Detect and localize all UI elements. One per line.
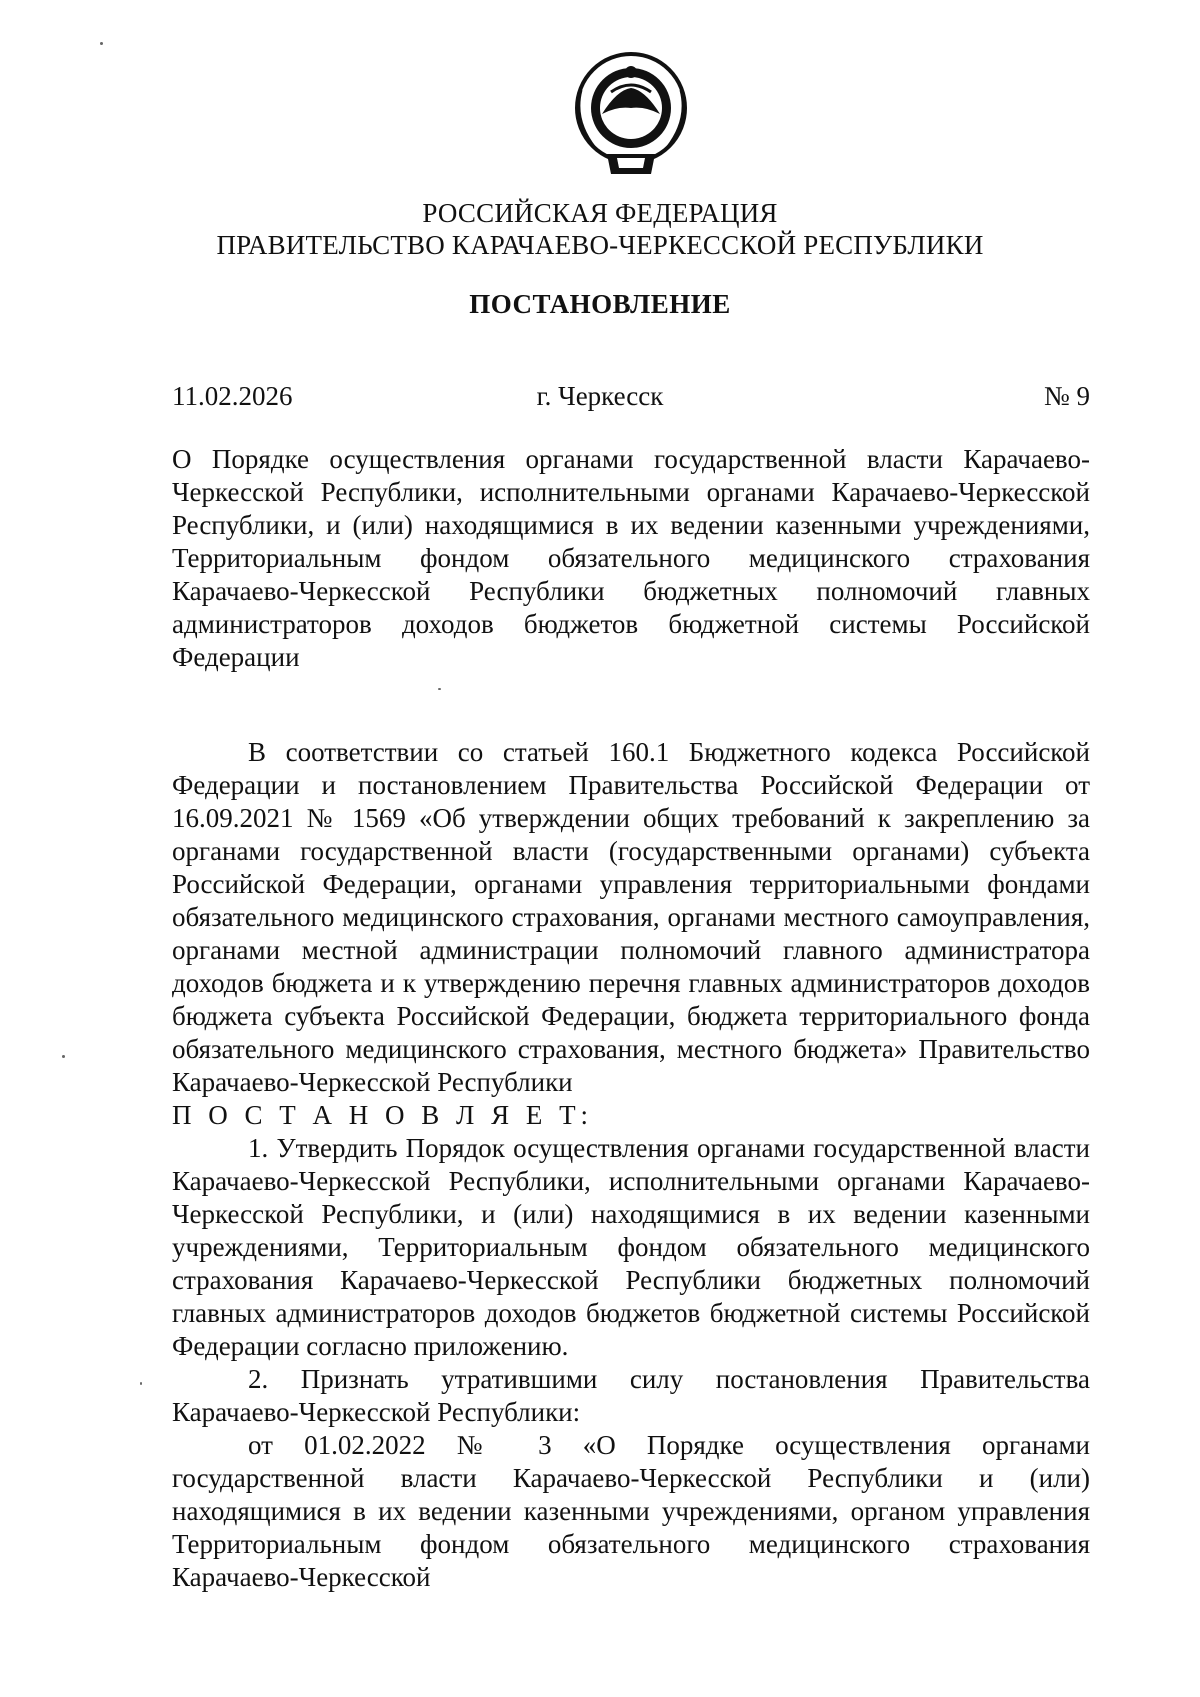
scan-speck xyxy=(438,688,441,690)
scan-speck xyxy=(140,1382,142,1385)
item-1-paragraph: 1. Утвердить Порядок осуществления органами государственной власти Карачаево-Черкесской Республики, исполнительными органами Карачаево-Черкесской Республики, и (или) находящимися в их ведении казенными учреждениями, Территориальным фондом обязательного медицинского страхования Карачаево-Черкесской Республики бюджетных полномочий главных администраторов доходов бюджетов бюджетной системы Российской Федерации согласно приложению. xyxy=(172,1133,1090,1361)
country-header: РОССИЙСКАЯ ФЕДЕРАЦИЯ xyxy=(422,198,778,228)
preamble-paragraph: В соответствии со статьей 160.1 Бюджетного кодекса Российской Федерации и постановлением Правительства Российской Федерации от 16.09.2021 № 1569 «Об утверждении общих требований к закреплению за органами государственной власти (государственными органами) субъекта Российской Федерации, органами управления территориальными фондами обязательного медицинского страхования, органами местного самоуправления, органами местной администрации полномочий главного администратора доходов бюджета и к утверждению перечня главных администраторов доходов бюджета субъекта Российской Федерации, бюджета территориального фонда обязательного медицинского страхования, местного бюджета» Правительство Карачаево-Черкесской Республики xyxy=(172,737,1090,1097)
item-2-subparagraph: от 01.02.2022 № 3 «О Порядке осуществления органами государственной власти Карачаево-Черкесской Республики и (или) находящимися в их ведении казенными учреждениями, органом управления Территориальным фондом обязательного медицинского страхования Карачаево-Черкесской xyxy=(172,1430,1090,1592)
item-2-paragraph: 2. Признать утратившими силу постановления Правительства Карачаево-Черкесской Республики: xyxy=(172,1364,1090,1427)
subject-text: О Порядке осуществления органами государственной власти Карачаево-Черкесской Республики, исполнительными органами Карачаево-Черкесской Республики, и (или) находящимися в их ведении казенными учреждениями, Территориальным фондом обязательного медицинского страхования Карачаево-Черкесской Республики бюджетных полномочий главных администраторов доходов бюджетов бюджетной системы Российской Федерации xyxy=(172,444,1090,672)
document-subject xyxy=(172,443,1090,674)
document-number: № 9 xyxy=(1043,381,1090,411)
resolves-heading: П О С Т А Н О В Л Я Е Т: xyxy=(172,1100,594,1130)
government-header: ПРАВИТЕЛЬСТВО КАРАЧАЕВО-ЧЕРКЕССКОЙ РЕСПУБЛИКИ xyxy=(216,230,984,260)
document-date: 11.02.2026 xyxy=(172,381,293,411)
scan-speck xyxy=(100,42,103,45)
scan-speck xyxy=(62,1055,65,1058)
coat-of-arms-emblem xyxy=(567,50,695,182)
document-body xyxy=(172,736,1090,1594)
document-type-title: ПОСТАНОВЛЕНИЕ xyxy=(469,289,731,319)
document-place: г. Черкесск xyxy=(536,381,664,411)
